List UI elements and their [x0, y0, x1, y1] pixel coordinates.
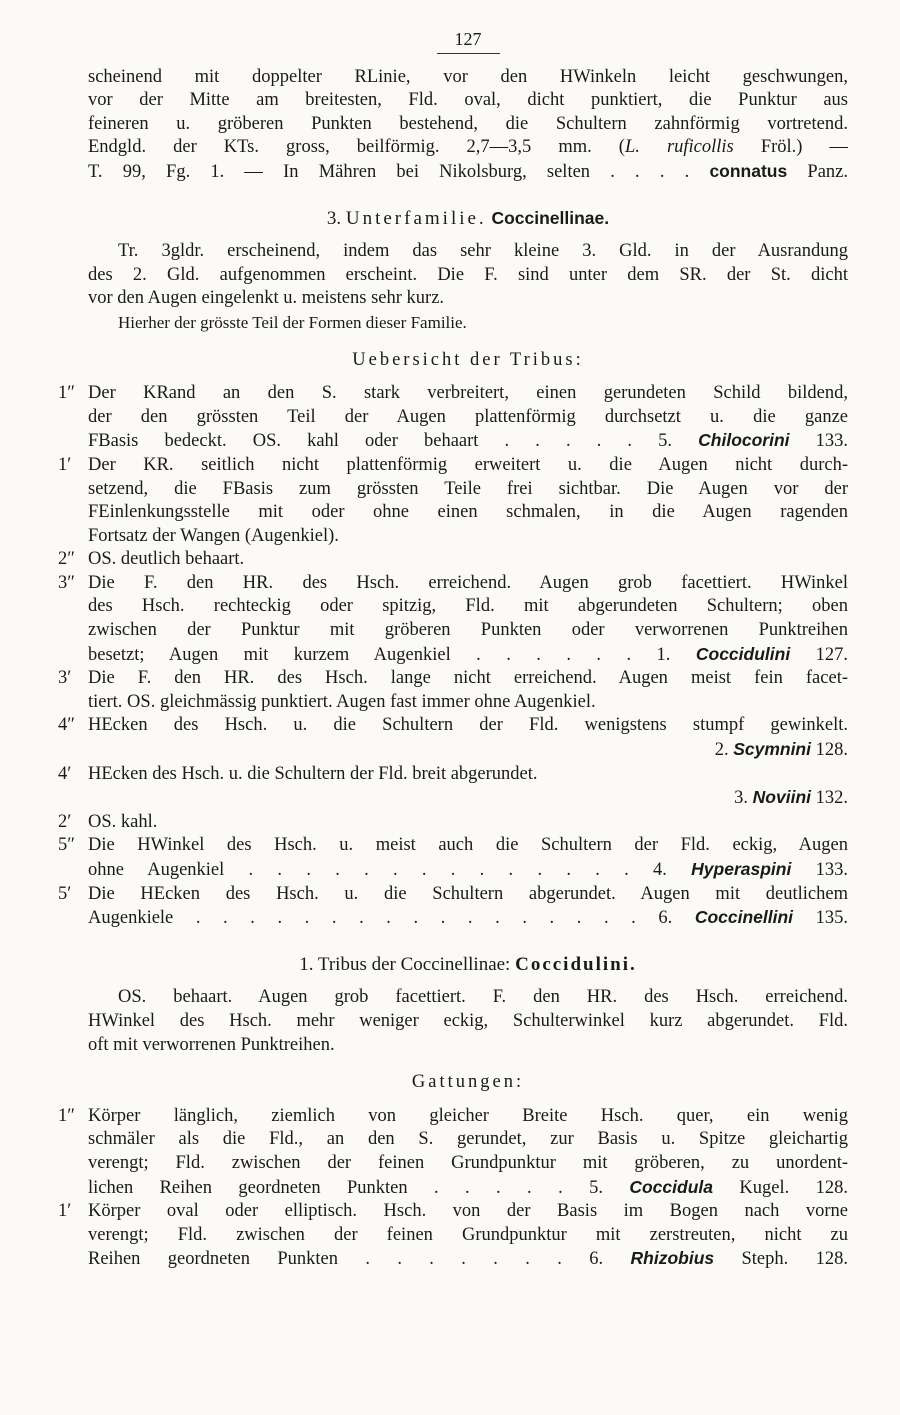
text-line: Reihen geordneten Punkten . . . . . . . 6. Rhizobius Steph. 128. [88, 1248, 848, 1270]
genus-name: Coccidula [629, 1176, 713, 1197]
text-line: HEcken des Hsch. u. die Schultern der Fld. breit abgerundet. [88, 763, 538, 784]
key-number: 4″ [58, 715, 75, 736]
text-line: OS. behaart. Augen grob facettiert. F. den HR. des Hsch. erreichend. [118, 987, 848, 1008]
text-line: FEinlenkungsstelle mit oder ohne einen schmalen, in die Augen ragenden [88, 502, 848, 523]
text-line: Tr. 3gldr. erscheinend, indem das sehr kleine 3. Gld. in der Ausrandung [118, 241, 848, 262]
text-line: Die HWinkel des Hsch. u. meist auch die Schultern der Fld. eckig, Augen [88, 835, 848, 856]
key-entry [58, 763, 848, 811]
taxon-name: Hyperaspini [691, 859, 792, 879]
key-entry [58, 1200, 848, 1272]
text-line: besetzt; Augen mit kurzem Augenkiel . . . . . . 1. Coccidulini 127. [88, 643, 848, 665]
subfamily-heading: 3. Unterfamilie. Coccinellinae. [326, 207, 610, 229]
text-line: OS. kahl. [88, 811, 158, 832]
text-line: 3. Noviini 132. [734, 787, 848, 809]
key-number: 1′ [58, 454, 72, 475]
text-line: T. 99, Fg. 1. — In Mähren bei Nikolsburg, selten . . . . connatus Panz. [88, 160, 848, 182]
genera-key [58, 1105, 848, 1272]
key-entry [58, 382, 848, 454]
text-line: ohne Augenkiel . . . . . . . . . . . . . . 4. Hyperaspini 133. [88, 859, 848, 880]
text-line: Körper oval oder elliptisch. Hsch. von der Basis im Bogen nach vorne [88, 1201, 848, 1222]
tribus-heading: 1. Tribus der Coccinellinae: Coccidulini. [299, 953, 637, 975]
key-number: 3′ [58, 668, 72, 689]
text-line: zwischen der Punktur mit gröberen Punkten oder verworrenen Punktreihen [88, 620, 848, 641]
text-line: Der KR. seitlich nicht plattenförmig erweitert u. die Augen nicht durch- [88, 454, 848, 475]
text-line: 2. Scymnini 128. [714, 739, 848, 761]
key-entry [58, 811, 848, 835]
taxon-name: Coccinellini [694, 907, 794, 928]
key-entry [58, 834, 848, 882]
key-number: 2″ [58, 549, 75, 570]
text-line: verengt; Fld. zwischen der feinen Grundpunktur mit gröberen, zu unordent- [88, 1152, 848, 1173]
key-number: 5′ [58, 883, 72, 904]
text-line: oft mit verworrenen Punktreihen. [88, 1034, 335, 1055]
key-entry [58, 667, 848, 714]
taxon-name: Scymnini [733, 739, 811, 760]
key-number: 5″ [58, 835, 75, 856]
text-line: Fortsatz der Wangen (Augenkiel). [88, 525, 339, 546]
text-line: Die F. den HR. des Hsch. erreichend. Augen grob facettiert. HWinkel [88, 572, 848, 593]
key-entry [58, 548, 848, 572]
text-line: Die F. den HR. des Hsch. lange nicht erreichend. Augen meist fein facet- [88, 668, 848, 689]
text-line: HWinkel des Hsch. mehr weniger eckig, Schulterwinkel kurz abgerundet. Fld. [88, 1010, 848, 1031]
key-entry [58, 714, 848, 762]
text-line: Der KRand an den S. stark verbreitert, einen gerundeten Schild bildend, [88, 383, 848, 404]
text-line: HEcken des Hsch. u. die Schultern der Fld. wenigstens stumpf gewinkelt. [88, 715, 848, 736]
text-line: verengt; Fld. zwischen der feinen Grundpunktur mit zerstreuten, nicht zu [88, 1224, 848, 1245]
species-reference: L. ruficollis [624, 137, 734, 158]
page-number: 127 [88, 28, 848, 52]
key-number: 4′ [58, 763, 72, 784]
text-line: feineren u. gröberen Punkten bestehend, die Schultern zahnförmig vortretend. [88, 113, 848, 134]
species-name: connatus [709, 160, 788, 181]
book-page [58, 28, 848, 1272]
key-number: 1″ [58, 1105, 75, 1126]
tribus-name: Coccidulini. [515, 953, 637, 975]
text-line: Körper länglich, ziemlich von gleicher Breite Hsch. quer, ein wenig [88, 1105, 848, 1126]
genus-name: Rhizobius [630, 1248, 715, 1269]
text-line: tiert. OS. gleichmässig punktiert. Augen fast immer ohne Augenkiel. [88, 691, 596, 712]
text-line: des 2. Gld. aufgenommen erscheint. Die F. sind unter dem SR. der St. dicht [88, 264, 848, 285]
tribus-description [88, 986, 848, 1057]
key-number: 1″ [58, 383, 75, 404]
genera-key-heading: Gattungen: [411, 1072, 525, 1093]
taxon-name: Noviini [752, 787, 811, 808]
text-line: Die HEcken des Hsch. u. die Schultern abgerundet. Augen mit deutlichem [88, 883, 848, 904]
subfamily-description [88, 240, 848, 334]
text-line: scheinend mit doppelter RLinie, vor den HWinkeln leicht geschwungen, [88, 66, 848, 87]
top-paragraph [88, 66, 848, 185]
taxon-name: Coccidulini [695, 643, 791, 664]
text-line: vor den Augen eingelenkt u. meistens sehr kurz. [88, 288, 445, 309]
taxon-name: Chilocorini [698, 430, 790, 451]
text-line: lichen Reihen geordneten Punkten . . . . . 5. Coccidula Kugel. 128. [88, 1176, 848, 1198]
text-line: der den grössten Teil der Augen plattenförmig durchsetzt u. die ganze [88, 406, 848, 427]
text-line: OS. deutlich behaart. [88, 549, 245, 570]
key-entry [58, 454, 848, 548]
text-line: vor der Mitte am breitesten, Fld. oval, dicht punktiert, die Punktur aus [88, 90, 848, 111]
subfamily-name: Coccinellinae. [491, 207, 610, 228]
subfamily-note: Hierher der grösste Teil der Formen dieser Familie. [118, 312, 467, 332]
text-line: setzend, die FBasis zum grössten Teile frei sichtbar. Die Augen vor der [88, 478, 848, 499]
key-number: 3″ [58, 572, 75, 593]
tribus-key-heading: Uebersicht der Tribus: [352, 349, 584, 370]
tribus-key [58, 382, 848, 931]
text-line: Augenkiele . . . . . . . . . . . . . . . . . 6. Coccinellini 135. [88, 907, 848, 929]
key-entry [58, 572, 848, 667]
text-line: Endgld. der KTs. gross, beilförmig. 2,7—3,5 mm. (L. ruficollis Fröl.) — [88, 137, 848, 158]
text-line: FBasis bedeckt. OS. kahl oder behaart . . . . . 5. Chilocorini 133. [88, 430, 848, 452]
key-number: 1′ [58, 1201, 72, 1222]
key-number: 2′ [58, 811, 72, 832]
key-entry [58, 1105, 848, 1200]
key-entry [58, 883, 848, 931]
text-line: des Hsch. rechteckig oder spitzig, Fld. mit abgerundeten Schultern; oben [88, 596, 848, 617]
text-line: schmäler als die Fld., an den S. gerundet, zur Basis u. Spitze gleichartig [88, 1129, 848, 1150]
